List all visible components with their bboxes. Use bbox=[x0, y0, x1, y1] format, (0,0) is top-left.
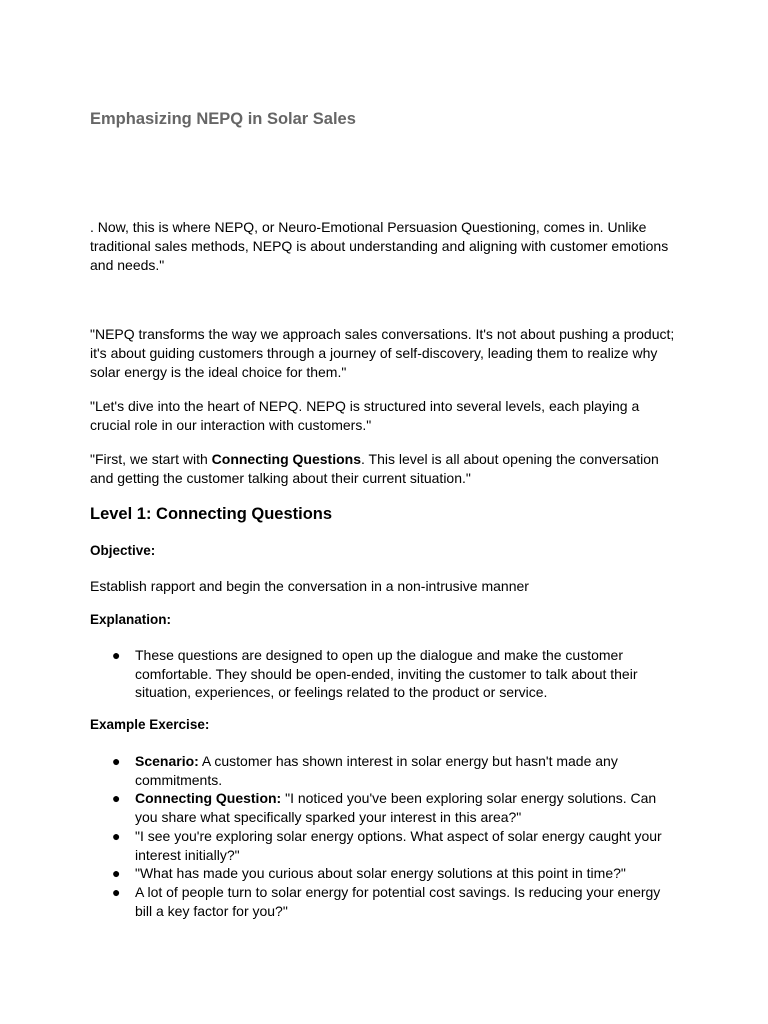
list-item-lead: Connecting Question: bbox=[135, 790, 282, 807]
quote-paragraph-3 bbox=[90, 450, 680, 488]
list-item bbox=[90, 646, 680, 702]
example-exercise-label: Example Exercise: bbox=[90, 717, 210, 732]
list-item bbox=[90, 789, 680, 826]
quote-3-bold: Connecting Questions bbox=[211, 451, 361, 467]
list-item-text: "I noticed you've been exploring solar energy solutions. Can you share what specifically sparked your interest in this area?" bbox=[135, 790, 657, 826]
bullet-icon: ● bbox=[112, 647, 121, 663]
list-item-text: These questions are designed to open up the dialogue and make the customer comfortable. They should be open-ended, inviting the customer to talk about their situation, experiences, or feelings related to the product or service. bbox=[135, 647, 638, 701]
quote-3-before: "First, we start with bbox=[90, 451, 212, 467]
list-item-text: A customer has shown interest in solar energy but hasn't made any commitments. bbox=[135, 753, 618, 788]
list-item bbox=[90, 827, 680, 864]
bullet-icon: ● bbox=[112, 753, 121, 769]
bullet-icon: ● bbox=[112, 827, 121, 844]
bullet-icon: ● bbox=[112, 865, 121, 882]
bullet-icon: ● bbox=[112, 883, 121, 900]
list-item-text: "What has made you curious about solar energy solutions at this point in time?" bbox=[135, 865, 626, 882]
quote-paragraph-2: "Let's dive into the heart of NEPQ. NEPQ is structured into several levels, each playing a crucial role in our interaction with customers." bbox=[90, 398, 640, 433]
list-item bbox=[90, 752, 680, 789]
list-item-text: A lot of people turn to solar energy for potential cost savings. Is reducing your energy bill a key factor for you?" bbox=[135, 883, 661, 919]
quote-paragraph-1: "NEPQ transforms the way we approach sales conversations. It's not about pushing a product; it's about guiding customers through a journey of self-discovery, leading them to realize why solar energy is the ideal choice for them." bbox=[90, 326, 675, 380]
objective-label: Objective: bbox=[90, 543, 156, 558]
quote-3-after: . This level is all about opening the conversation and getting the customer talking about their current situation." bbox=[90, 451, 659, 486]
list-item-lead: Scenario: bbox=[135, 753, 199, 769]
objective-text: Establish rapport and begin the conversation in a non-intrusive manner bbox=[90, 578, 529, 594]
intro-paragraph: . Now, this is where NEPQ, or Neuro-Emotional Persuasion Questioning, comes in. Unlike traditional sales methods, NEPQ is about understanding and aligning with customer emotions and needs." bbox=[90, 219, 669, 273]
explanation-list bbox=[90, 646, 680, 702]
bullet-icon: ● bbox=[112, 790, 121, 807]
list-item bbox=[90, 864, 680, 883]
list-item bbox=[90, 883, 680, 920]
level-1-heading: Level 1: Connecting Questions bbox=[90, 505, 333, 523]
explanation-label: Explanation: bbox=[90, 612, 172, 627]
example-exercise-list bbox=[90, 752, 680, 920]
list-item-text: "I see you're exploring solar energy options. What aspect of solar energy caught your interest initially?" bbox=[135, 827, 662, 863]
document-title: Emphasizing NEPQ in Solar Sales bbox=[90, 110, 356, 128]
